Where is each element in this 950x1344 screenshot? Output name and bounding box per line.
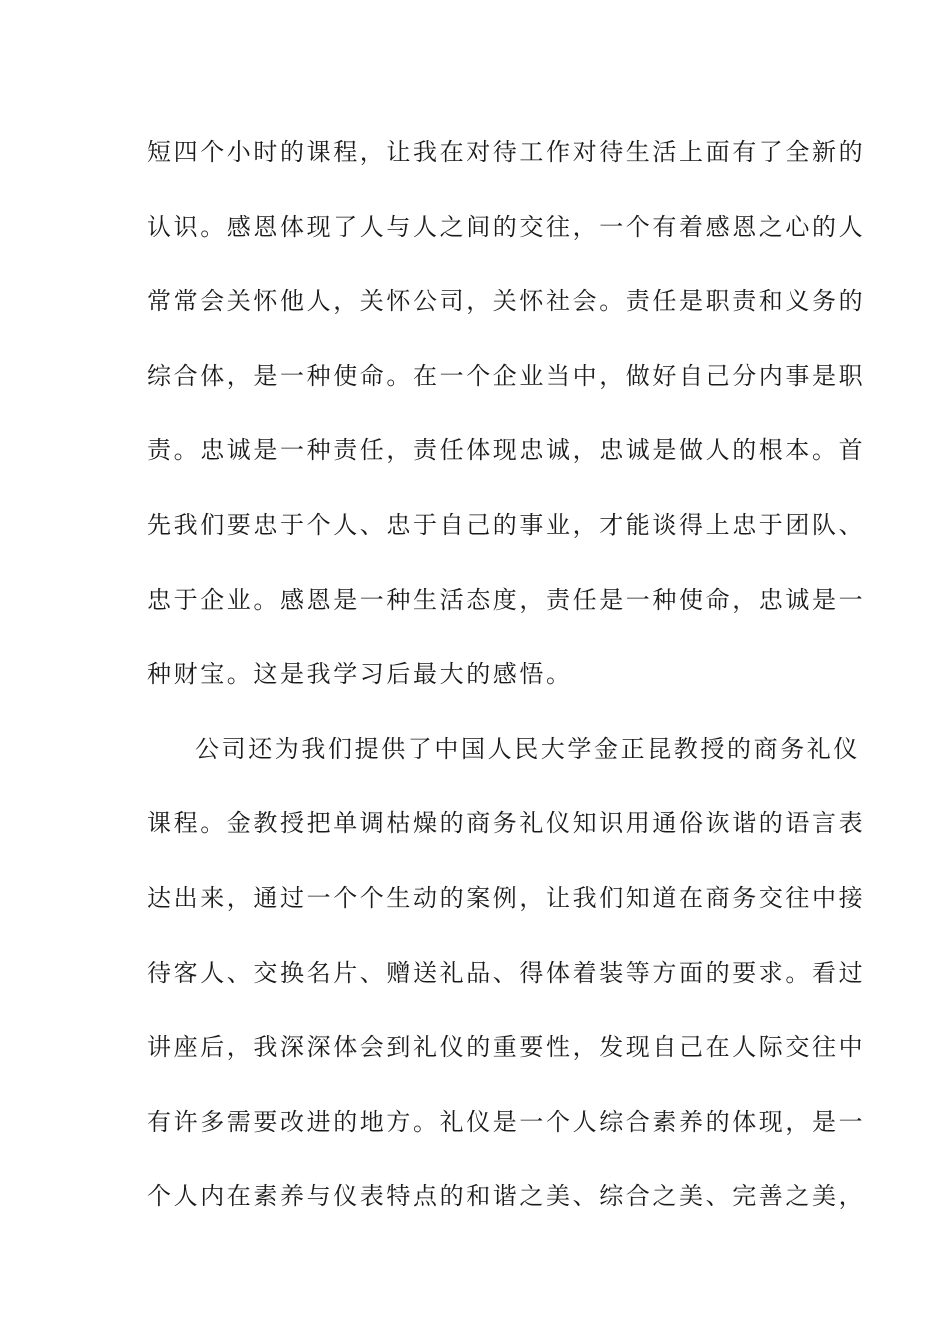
text-line: 责。忠诚是一种责任，责任体现忠诚，忠诚是做人的根本。首 (147, 436, 866, 465)
text-line: 种财宝。这是我学习后最大的感悟。 (147, 660, 573, 689)
paragraph-first-line: 公司还为我们提供了中国人民大学金正昆教授的商务礼仪 (195, 734, 860, 763)
body-text (147, 130, 866, 1249)
text-line: 认识。感恩体现了人与人之间的交往，一个有着感恩之心的人 (147, 212, 866, 241)
text-line: 个人内在素养与仪表特点的和谐之美、综合之美、完善之美， (147, 1182, 866, 1211)
text-line: 先我们要忠于个人、忠于自己的事业，才能谈得上忠于团队、 (147, 510, 866, 539)
text-line: 课程。金教授把单调枯燥的商务礼仪知识用通俗诙谐的语言表 (147, 809, 866, 838)
text-line: 忠于企业。感恩是一种生活态度，责任是一种使命，忠诚是一 (147, 585, 866, 614)
text-line: 讲座后，我深深体会到礼仪的重要性，发现自己在人际交往中 (147, 1033, 866, 1062)
text-line: 综合体，是一种使命。在一个企业当中，做好自己分内事是职 (147, 361, 866, 390)
text-line: 短四个小时的课程，让我在对待工作对待生活上面有了全新的 (147, 138, 866, 166)
text-line: 待客人、交换名片、赠送礼品、得体着装等方面的要求。看过 (147, 958, 866, 987)
text-line: 有许多需要改进的地方。礼仪是一个人综合素养的体现，是一 (147, 1107, 866, 1136)
text-line: 达出来，通过一个个生动的案例，让我们知道在商务交往中接 (147, 883, 866, 912)
text-line: 常常会关怀他人，关怀公司，关怀社会。责任是职责和义务的 (147, 287, 866, 316)
